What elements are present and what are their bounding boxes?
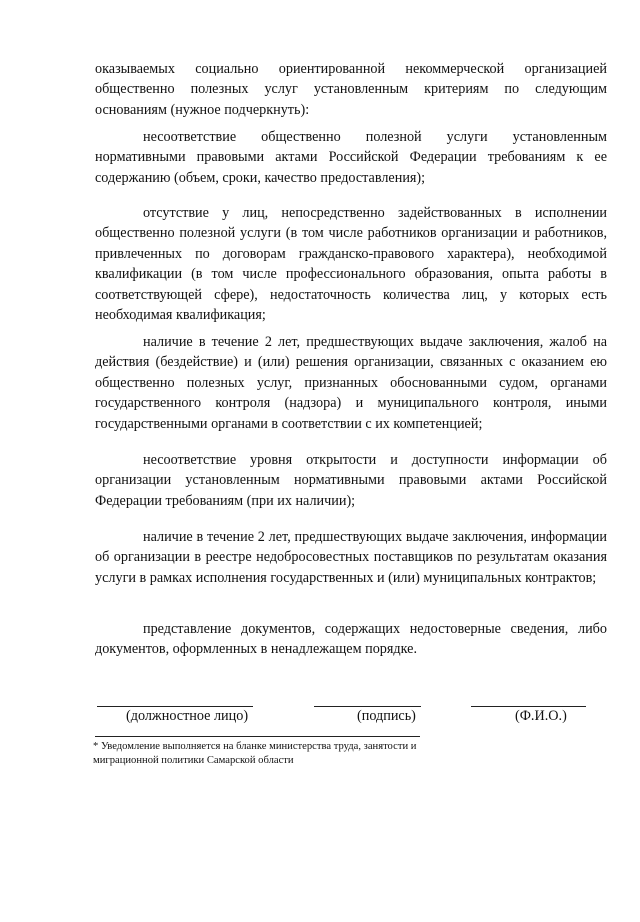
ground-item-complaints: наличие в течение 2 лет, предшествующих выдаче заключения, жалоб на действия (бездействие) и (или) решения организации, связанных с оказанием ею общественно полезных услуг, признанных обоснованными судом, органами государственного контроля (надзора) и муниципального контроля, иными государственными органами в соответствии с их компетенцией; <box>95 334 607 432</box>
ground-item-false-documents: представление документов, содержащих недостоверные сведения, либо документов, оформленных в ненадлежащем порядке. <box>95 621 607 658</box>
signature-caption: (подпись) <box>357 708 416 724</box>
official-caption: (должностное лицо) <box>126 708 249 724</box>
ground-item-openness: несоответствие уровня открытости и доступности информации об организации установленным нормативными правовыми актами Российской Федерации требованиям (при их наличии); <box>95 452 607 509</box>
ground-item-service-content: несоответствие общественно полезной услуги установленным нормативными правовыми актами Российской Федерации требованиям к ее содержанию (объем, сроки, качество предоставления); <box>95 129 607 186</box>
ground-item-unreliable-suppliers: наличие в течение 2 лет, предшествующих выдаче заключения, информации об организации в реестре недобросовестных поставщиков по результатам оказания услуги в рамках исполнения государственных и (или) муниципальных контрактов; <box>95 529 607 586</box>
fio-caption: (Ф.И.О.) <box>515 708 567 724</box>
footnote: * Уведомление выполняется на бланке министерства труда, занятости и миграционной политики Самарской области <box>93 741 417 766</box>
footnote-divider <box>95 736 420 737</box>
ground-item-qualification: отсутствие у лиц, непосредственно задействованных в исполнении общественно полезной услуги (в том числе работников организации и работников, привлеченных по договорам гражданско-правового характера), необходимой квалификации (в том числе профессионального образования, опыта работы в соответствующей сфере), недостаточность количества лиц, у которых есть необходимая квалификация; <box>95 205 607 324</box>
intro-paragraph: оказываемых социально ориентированной некоммерческой организацией общественно полезных услуг установленным критериям по следующим основаниям (нужное подчеркнуть): <box>95 61 607 118</box>
